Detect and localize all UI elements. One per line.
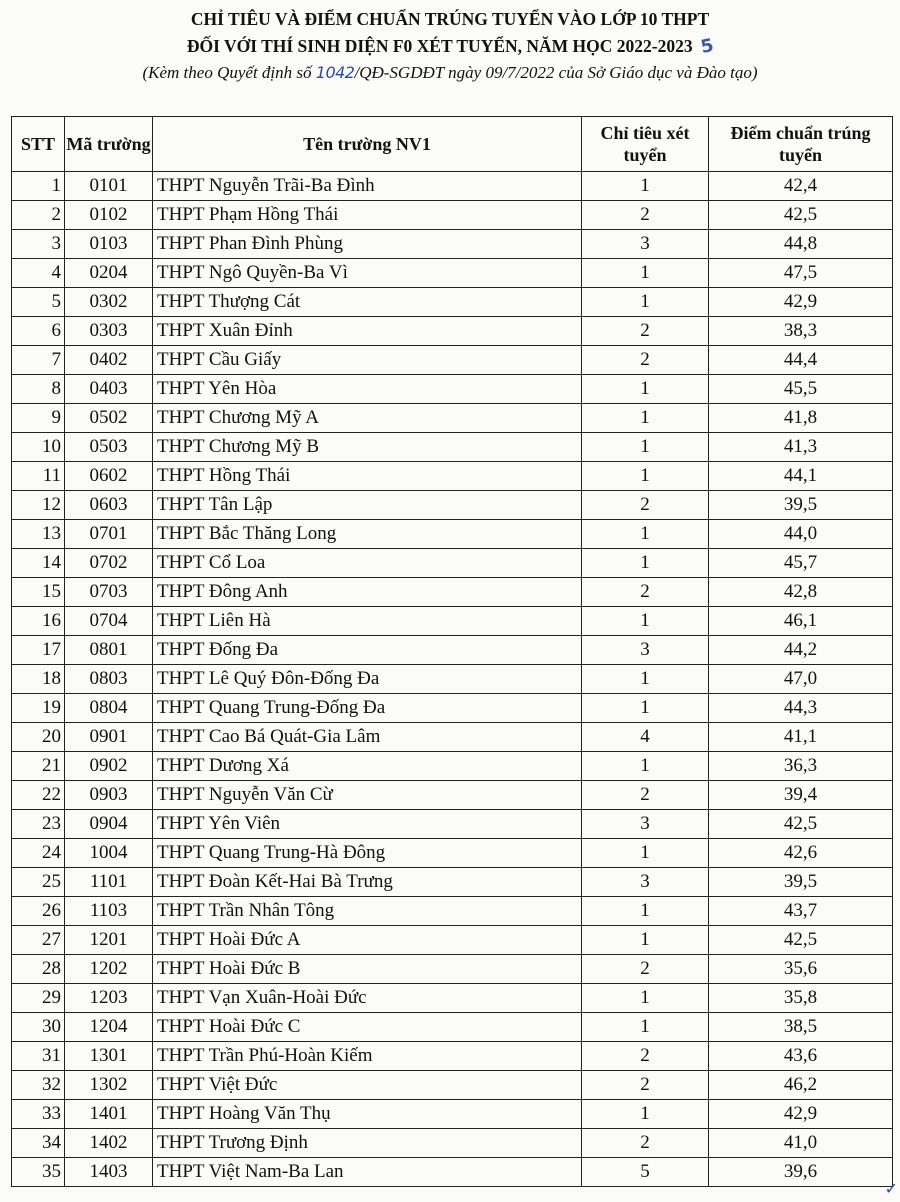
cell-school-name: THPT Cổ Loa (153, 549, 582, 578)
cell-score: 41,3 (709, 433, 893, 462)
title-line-1: CHỈ TIÊU VÀ ĐIỂM CHUẨN TRÚNG TUYỂN VÀO LỚP 10 THPT (190, 9, 710, 29)
cell-stt: 5 (12, 288, 65, 317)
cell-code: 0602 (65, 462, 153, 491)
cell-school-name: THPT Nguyễn Văn Cừ (153, 781, 582, 810)
cell-quota: 1 (582, 752, 709, 781)
table-row (12, 259, 893, 288)
cell-quota: 1 (582, 665, 709, 694)
cell-school-name: THPT Dương Xá (153, 752, 582, 781)
cell-code: 1403 (65, 1158, 153, 1187)
cell-score: 47,5 (709, 259, 893, 288)
cell-school-name: THPT Hoàng Văn Thụ (153, 1100, 582, 1129)
cell-score: 46,2 (709, 1071, 893, 1100)
table-row (12, 839, 893, 868)
cell-school-name: THPT Đông Anh (153, 578, 582, 607)
cell-score: 38,5 (709, 1013, 893, 1042)
cell-code: 0902 (65, 752, 153, 781)
cell-score: 43,7 (709, 897, 893, 926)
cell-stt: 24 (12, 839, 65, 868)
header-score: Điểm chuẩn trúng tuyển (709, 117, 893, 172)
cell-stt: 27 (12, 926, 65, 955)
table-row (12, 346, 893, 375)
document-header (0, 6, 900, 86)
cell-code: 0102 (65, 201, 153, 230)
handwritten-mark: 5 (698, 34, 716, 59)
cell-score: 44,4 (709, 346, 893, 375)
cell-score: 42,9 (709, 288, 893, 317)
cell-stt: 9 (12, 404, 65, 433)
cell-quota: 1 (582, 694, 709, 723)
cell-quota: 2 (582, 1042, 709, 1071)
cell-stt: 7 (12, 346, 65, 375)
cell-score: 42,6 (709, 839, 893, 868)
table-row (12, 897, 893, 926)
cell-stt: 23 (12, 810, 65, 839)
cell-school-name: THPT Việt Đức (153, 1071, 582, 1100)
cell-score: 44,0 (709, 520, 893, 549)
cell-score: 45,5 (709, 375, 893, 404)
cell-code: 0901 (65, 723, 153, 752)
cell-quota: 1 (582, 839, 709, 868)
cell-quota: 4 (582, 723, 709, 752)
table-row (12, 781, 893, 810)
cell-stt: 33 (12, 1100, 65, 1129)
cell-stt: 22 (12, 781, 65, 810)
table-row (12, 984, 893, 1013)
cell-stt: 32 (12, 1071, 65, 1100)
cell-score: 44,3 (709, 694, 893, 723)
cell-school-name: THPT Việt Nam-Ba Lan (153, 1158, 582, 1187)
cell-school-name: THPT Phạm Hồng Thái (153, 201, 582, 230)
cell-quota: 3 (582, 636, 709, 665)
cell-school-name: THPT Hoài Đức A (153, 926, 582, 955)
cell-code: 1101 (65, 868, 153, 897)
cell-stt: 14 (12, 549, 65, 578)
cell-school-name: THPT Trần Nhân Tông (153, 897, 582, 926)
cell-score: 35,6 (709, 955, 893, 984)
checkmark-icon: ✓ (884, 1179, 898, 1198)
cell-quota: 2 (582, 491, 709, 520)
cell-school-name: THPT Hoài Đức B (153, 955, 582, 984)
table-row (12, 752, 893, 781)
cell-code: 0403 (65, 375, 153, 404)
table-body (12, 172, 893, 1187)
cell-school-name: THPT Cao Bá Quát-Gia Lâm (153, 723, 582, 752)
table-row (12, 810, 893, 839)
table-row (12, 491, 893, 520)
cell-quota: 1 (582, 897, 709, 926)
cell-stt: 31 (12, 1042, 65, 1071)
table-row (12, 723, 893, 752)
cell-stt: 11 (12, 462, 65, 491)
cell-code: 1204 (65, 1013, 153, 1042)
cell-school-name: THPT Trần Phú-Hoàn Kiếm (153, 1042, 582, 1071)
cell-stt: 10 (12, 433, 65, 462)
cell-quota: 1 (582, 433, 709, 462)
cell-code: 0502 (65, 404, 153, 433)
cell-score: 42,5 (709, 810, 893, 839)
cell-stt: 8 (12, 375, 65, 404)
cell-code: 0503 (65, 433, 153, 462)
cell-code: 0204 (65, 259, 153, 288)
table-row (12, 288, 893, 317)
cell-school-name: THPT Vạn Xuân-Hoài Đức (153, 984, 582, 1013)
cell-code: 0803 (65, 665, 153, 694)
cell-stt: 6 (12, 317, 65, 346)
cell-score: 45,7 (709, 549, 893, 578)
cell-stt: 35 (12, 1158, 65, 1187)
cell-score: 39,5 (709, 868, 893, 897)
cell-code: 1201 (65, 926, 153, 955)
cell-school-name: THPT Chương Mỹ A (153, 404, 582, 433)
cell-code: 1202 (65, 955, 153, 984)
cell-score: 44,2 (709, 636, 893, 665)
cell-school-name: THPT Quang Trung-Đống Đa (153, 694, 582, 723)
cell-quota: 1 (582, 404, 709, 433)
cell-score: 42,8 (709, 578, 893, 607)
title-line-2-wrap (0, 33, 900, 60)
cell-stt: 30 (12, 1013, 65, 1042)
cell-school-name: THPT Quang Trung-Hà Đông (153, 839, 582, 868)
cell-stt: 34 (12, 1129, 65, 1158)
cell-school-name: THPT Phan Đình Phùng (153, 230, 582, 259)
cell-code: 0704 (65, 607, 153, 636)
cell-score: 44,1 (709, 462, 893, 491)
cell-code: 0903 (65, 781, 153, 810)
cell-score: 35,8 (709, 984, 893, 1013)
table-row (12, 317, 893, 346)
cell-code: 0603 (65, 491, 153, 520)
table-row (12, 1013, 893, 1042)
table-row (12, 1071, 893, 1100)
cell-code: 0703 (65, 578, 153, 607)
cell-stt: 26 (12, 897, 65, 926)
cell-score: 39,6 (709, 1158, 893, 1187)
subtitle-prefix: (Kèm theo Quyết định số (142, 63, 316, 82)
cell-code: 1203 (65, 984, 153, 1013)
cell-score: 39,5 (709, 491, 893, 520)
cell-quota: 1 (582, 520, 709, 549)
cell-code: 0302 (65, 288, 153, 317)
cell-school-name: THPT Yên Hòa (153, 375, 582, 404)
cell-quota: 1 (582, 288, 709, 317)
table-row (12, 1100, 893, 1129)
cell-quota: 2 (582, 1071, 709, 1100)
cell-quota: 2 (582, 955, 709, 984)
cell-school-name: THPT Yên Viên (153, 810, 582, 839)
cell-score: 42,5 (709, 926, 893, 955)
cell-school-name: THPT Thượng Cát (153, 288, 582, 317)
table-row (12, 1042, 893, 1071)
cell-stt: 15 (12, 578, 65, 607)
cell-code: 0701 (65, 520, 153, 549)
cell-score: 47,0 (709, 665, 893, 694)
subtitle-suffix: /QĐ-SGDĐT ngày 09/7/2022 của Sở Giáo dục và Đào tạo) (354, 63, 758, 82)
table-row (12, 375, 893, 404)
cell-code: 0804 (65, 694, 153, 723)
cell-code: 1004 (65, 839, 153, 868)
cell-code: 1402 (65, 1129, 153, 1158)
cell-quota: 1 (582, 172, 709, 201)
cell-stt: 13 (12, 520, 65, 549)
cell-code: 1301 (65, 1042, 153, 1071)
cell-code: 0101 (65, 172, 153, 201)
subtitle (0, 60, 900, 86)
cell-quota: 1 (582, 375, 709, 404)
cell-stt: 12 (12, 491, 65, 520)
cell-stt: 20 (12, 723, 65, 752)
cell-code: 1103 (65, 897, 153, 926)
admission-table (11, 116, 893, 1187)
header-quota: Chỉ tiêu xét tuyển (582, 117, 709, 172)
table-row (12, 607, 893, 636)
table-row (12, 694, 893, 723)
cell-school-name: THPT Tân Lập (153, 491, 582, 520)
table-header-row (12, 117, 893, 172)
cell-stt: 2 (12, 201, 65, 230)
table-row (12, 549, 893, 578)
header-name: Tên trường NV1 (153, 117, 582, 172)
cell-score: 39,4 (709, 781, 893, 810)
cell-school-name: THPT Đống Đa (153, 636, 582, 665)
cell-quota: 1 (582, 1013, 709, 1042)
cell-score: 41,1 (709, 723, 893, 752)
cell-quota: 1 (582, 926, 709, 955)
cell-score: 43,6 (709, 1042, 893, 1071)
cell-stt: 16 (12, 607, 65, 636)
cell-stt: 1 (12, 172, 65, 201)
cell-stt: 25 (12, 868, 65, 897)
table-row (12, 172, 893, 201)
cell-score: 42,5 (709, 201, 893, 230)
cell-stt: 29 (12, 984, 65, 1013)
cell-quota: 2 (582, 578, 709, 607)
cell-quota: 2 (582, 1129, 709, 1158)
title-line-2: ĐỐI VỚI THÍ SINH DIỆN F0 XÉT TUYỂN, NĂM HỌC 2022-2023 (186, 36, 693, 56)
cell-school-name: THPT Liên Hà (153, 607, 582, 636)
cell-code: 1401 (65, 1100, 153, 1129)
table-row (12, 1158, 893, 1187)
cell-quota: 1 (582, 1100, 709, 1129)
table-row (12, 665, 893, 694)
table-row (12, 404, 893, 433)
table-row (12, 201, 893, 230)
table-row (12, 433, 893, 462)
cell-school-name: THPT Chương Mỹ B (153, 433, 582, 462)
table-row (12, 926, 893, 955)
cell-quota: 1 (582, 259, 709, 288)
cell-score: 44,8 (709, 230, 893, 259)
table-row (12, 230, 893, 259)
cell-school-name: THPT Cầu Giấy (153, 346, 582, 375)
cell-quota: 2 (582, 346, 709, 375)
cell-score: 38,3 (709, 317, 893, 346)
header-stt: STT (12, 117, 65, 172)
cell-stt: 28 (12, 955, 65, 984)
cell-code: 1302 (65, 1071, 153, 1100)
cell-school-name: THPT Đoàn Kết-Hai Bà Trưng (153, 868, 582, 897)
cell-quota: 1 (582, 607, 709, 636)
cell-school-name: THPT Nguyễn Trãi-Ba Đình (153, 172, 582, 201)
cell-score: 42,9 (709, 1100, 893, 1129)
cell-quota: 1 (582, 984, 709, 1013)
cell-score: 36,3 (709, 752, 893, 781)
cell-quota: 5 (582, 1158, 709, 1187)
cell-stt: 18 (12, 665, 65, 694)
cell-stt: 21 (12, 752, 65, 781)
cell-quota: 3 (582, 810, 709, 839)
cell-school-name: THPT Bắc Thăng Long (153, 520, 582, 549)
cell-stt: 17 (12, 636, 65, 665)
cell-score: 46,1 (709, 607, 893, 636)
cell-score: 41,8 (709, 404, 893, 433)
cell-school-name: THPT Xuân Đỉnh (153, 317, 582, 346)
cell-code: 0904 (65, 810, 153, 839)
cell-school-name: THPT Ngô Quyền-Ba Vì (153, 259, 582, 288)
table-row (12, 578, 893, 607)
table-row (12, 1129, 893, 1158)
cell-quota: 1 (582, 462, 709, 491)
cell-code: 0303 (65, 317, 153, 346)
cell-code: 0702 (65, 549, 153, 578)
cell-school-name: THPT Hồng Thái (153, 462, 582, 491)
cell-school-name: THPT Lê Quý Đôn-Đống Đa (153, 665, 582, 694)
cell-school-name: THPT Trương Định (153, 1129, 582, 1158)
table-row (12, 955, 893, 984)
cell-code: 0402 (65, 346, 153, 375)
table-row (12, 462, 893, 491)
cell-stt: 19 (12, 694, 65, 723)
cell-quota: 2 (582, 781, 709, 810)
cell-code: 0103 (65, 230, 153, 259)
table-row (12, 520, 893, 549)
cell-code: 0801 (65, 636, 153, 665)
cell-stt: 3 (12, 230, 65, 259)
cell-school-name: THPT Hoài Đức C (153, 1013, 582, 1042)
cell-quota: 2 (582, 317, 709, 346)
cell-quota: 3 (582, 230, 709, 259)
table-row (12, 636, 893, 665)
cell-quota: 2 (582, 201, 709, 230)
cell-quota: 1 (582, 549, 709, 578)
cell-quota: 3 (582, 868, 709, 897)
decision-number: 1042 (315, 63, 355, 82)
cell-score: 41,0 (709, 1129, 893, 1158)
cell-stt: 4 (12, 259, 65, 288)
table-row (12, 868, 893, 897)
cell-score: 42,4 (709, 172, 893, 201)
header-code: Mã trường (65, 117, 153, 172)
